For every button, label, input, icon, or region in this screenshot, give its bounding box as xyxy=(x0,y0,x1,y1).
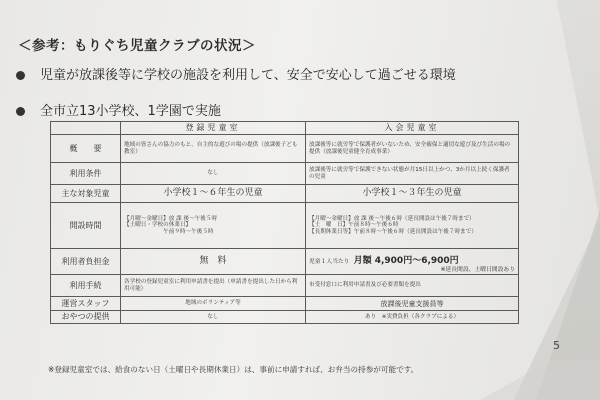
table-row xyxy=(51,163,519,185)
table-cell: なし xyxy=(121,311,306,324)
fee-note: ※延長開設、土曜日開設あり xyxy=(440,267,515,274)
comparison-table xyxy=(50,121,519,324)
table-corner xyxy=(51,122,121,135)
row-label: 開設時間 xyxy=(51,203,121,249)
table-cell: 無 料 xyxy=(121,249,306,275)
table-row xyxy=(51,185,519,203)
table-row xyxy=(51,135,519,163)
table-cell xyxy=(121,203,306,249)
table-cell xyxy=(306,249,519,275)
hours-line: 【月曜～金曜日】放 課 後～午後５時 xyxy=(124,215,218,222)
page-number: 5 xyxy=(553,339,560,352)
table-row xyxy=(51,311,519,324)
row-label: おやつの提供 xyxy=(51,311,121,324)
row-label: 運営スタッフ xyxy=(51,297,121,311)
table-cell: 地域のボランティア等 xyxy=(121,297,306,311)
hours-line: 【土曜日・学校の休業日】 xyxy=(124,222,192,229)
header-registered: 登録児童室 xyxy=(121,122,306,135)
bullet-item xyxy=(40,68,480,84)
table-cell: 地域の皆さんの協力のもと、自主的な遊びの場の提供（放課後子ども教室） xyxy=(121,135,306,163)
table-cell: あり ※実費負担（各クラブによる） xyxy=(306,311,519,324)
table-cell: なし xyxy=(121,163,306,185)
page-title: ＜参考：もりぐち児童クラブの状況＞ xyxy=(18,38,256,54)
row-label: 利用条件 xyxy=(51,163,121,185)
fee-amount: 月額 4,900円～6,900円 xyxy=(353,256,459,266)
table-cell: 放課後児童支援員等 xyxy=(306,297,519,311)
row-label: 利用者負担金 xyxy=(51,249,121,275)
bullet-item xyxy=(40,104,221,120)
table-cell: 小学校１～３年生の児童 xyxy=(306,185,519,203)
table-row xyxy=(51,249,519,275)
header-member: 入会児童室 xyxy=(306,122,519,135)
hours-line: 午前９時～午後５時 xyxy=(124,228,214,235)
table-cell: 小学校１～６年生の児童 xyxy=(121,185,306,203)
row-label: 主な対象児童 xyxy=(51,185,121,203)
hours-line: 【土 曜 日】午前８時～午後６時 xyxy=(309,222,399,229)
bullet-icon xyxy=(16,107,25,116)
bullet-text: 全市立13小学校、1学園で実施 xyxy=(40,104,221,119)
table-cell: 放課後等に就労等で保護できない状態が月15日以上かつ、3か月以上続く保護者の児童 xyxy=(306,163,519,185)
row-label: 利用手続 xyxy=(51,275,121,297)
table-cell: 市受付窓口に利用申請書及び必要書類を提出 xyxy=(306,275,519,297)
hours-line: 【長期休業日等】午前８時～午後６時（延長開設は午後７時まで） xyxy=(309,228,477,235)
table-row xyxy=(51,275,519,297)
table-row xyxy=(51,203,519,249)
table-cell xyxy=(306,203,519,249)
bullet-icon xyxy=(16,71,25,80)
bullet-text: 児童が放課後等に学校の施設を利用して、安全で安心して過ごせる環境 xyxy=(40,68,456,83)
table-header-row xyxy=(51,122,519,135)
footnote: ※登録児童室では、給食のない日（土曜日や長期休業日）は、事前に申請すれば、お弁当の持参が可能です。 xyxy=(48,365,419,374)
table-cell: 放課後等に就労等で保護者がいないため、安全確保と適切な遊び及び生活の場の提供（放課後児童健全育成事業） xyxy=(306,135,519,163)
fee-prefix: 児童１人当たり xyxy=(309,259,350,265)
hours-line: 【月曜～金曜日】放 課 後～午後６時（延長開設は午後７時まで） xyxy=(309,215,475,222)
row-label: 概 要 xyxy=(51,135,121,163)
table-cell: 各学校の登録児童室に利用申請書を提出（申請書を提出した日から利用可能） xyxy=(121,275,306,297)
table-row xyxy=(51,297,519,311)
